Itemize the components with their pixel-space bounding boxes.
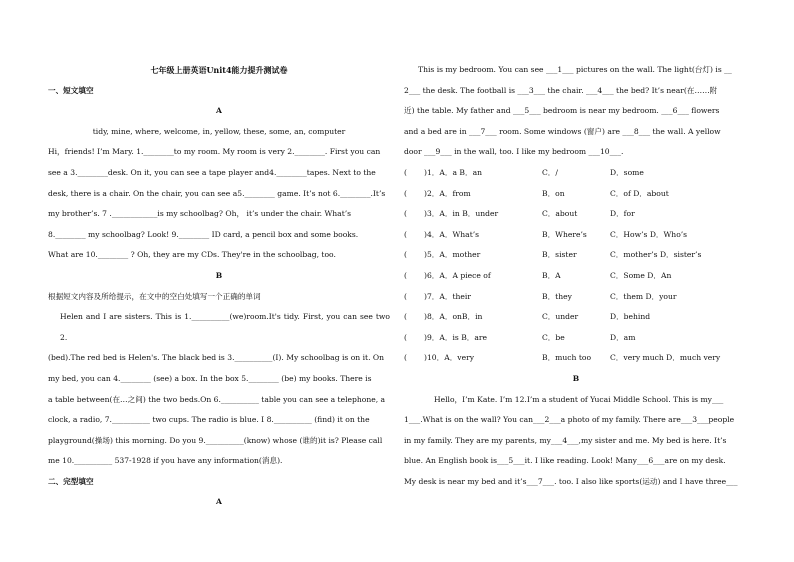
option-c: C．Some D．An — [610, 270, 672, 280]
answer-bracket[interactable]: ( — [404, 353, 407, 363]
answer-bracket[interactable]: ( — [404, 167, 407, 177]
part-b2-label: B — [572, 373, 580, 383]
passage-a — [48, 142, 390, 266]
option-a: )2．A．from — [424, 188, 471, 198]
option-c: D．some — [610, 167, 644, 177]
option-c: C．mother’s D．sister’s — [610, 250, 702, 260]
option-row — [404, 348, 748, 369]
passage-b2-line: in my family. They are my parents, my___4___,my sister and me. My bed is here. It’s — [404, 435, 727, 445]
option-c: C．of D．about — [610, 188, 669, 198]
option-a: )1．A．a B．an — [424, 167, 482, 177]
answer-bracket[interactable]: ( — [404, 332, 407, 342]
options-list — [404, 163, 748, 369]
answer-bracket[interactable]: ( — [404, 291, 407, 301]
option-b: B．Where’s — [542, 229, 587, 239]
passage-b2-line: 1___.What is on the wall? You can___2___a photo of my family. There are___3___people — [404, 415, 735, 425]
passage-b-line: my bed, you can 4.________ (see) a box. In the box 5.________ (be) my books. There is — [48, 373, 372, 383]
cloze-line: and a bed are in ___7___ room. Some windows (窗户) are ___8___ the wall. A yellow — [404, 126, 721, 136]
answer-bracket[interactable]: ( — [404, 209, 407, 219]
passage-b-line: clock, a radio, 7.__________ two cups. The radio is blue. I 8.__________ (find) it on the — [48, 415, 370, 425]
option-a: )8．A．onB．in — [424, 312, 483, 322]
option-b: B．they — [542, 291, 572, 301]
part-a-label: A — [216, 106, 222, 116]
cloze-line: This is my bedroom. You can see ___1___ pictures on the wall. The light(台灯) is __ — [418, 65, 732, 74]
passage-b — [48, 307, 390, 472]
option-row — [404, 163, 748, 184]
passage-a-line: Hi，friends! I’m Mary. 1.________to my room. My room is very 2.________. First you can — [48, 147, 381, 157]
passage-b-line: me 10.__________ 537-1928 if you have any information(消息). — [48, 456, 283, 466]
option-a: )9．A．is B．are — [424, 332, 488, 342]
passage-b2-line: Hello，I’m Kate. I’m 12.I’m a student of Yucai Middle School. This is my___ — [434, 394, 724, 404]
option-b: B．on — [542, 188, 565, 198]
answer-bracket[interactable]: ( — [404, 229, 407, 239]
option-c: C．them D．your — [610, 291, 677, 301]
answer-bracket[interactable]: ( — [404, 312, 407, 322]
option-c: C．very much D．much very — [610, 353, 721, 363]
option-row — [404, 266, 748, 287]
part-a2-label: A — [216, 497, 222, 507]
option-a: )7．A．their — [424, 291, 471, 301]
right-column — [404, 60, 748, 492]
option-row — [404, 204, 748, 225]
instruction-b: 根据短文内容及所给提示，在文中的空白处填写一个正确的单词 — [48, 291, 261, 301]
option-b: B．sister — [542, 250, 577, 260]
section1-heading: 一、短文填空 — [48, 85, 94, 95]
option-a: )3．A．in B．under — [424, 209, 499, 219]
option-c: D．for — [610, 209, 635, 219]
passage-a-line: 8.________ my schoolbag? Look! 9.________ ID card, a pencil box and some books. — [48, 229, 359, 239]
option-row — [404, 225, 748, 246]
option-a: )4．A．What’s — [424, 229, 480, 239]
left-column — [48, 60, 390, 513]
passage-b2 — [404, 390, 748, 493]
answer-bracket[interactable]: ( — [404, 188, 407, 198]
option-a: )5．A．mother — [424, 250, 481, 260]
passage-b2-line: My desk is near my bed and it’s___7___. too. I also like sports(运动) and I have three___ — [404, 476, 738, 486]
passage-b-line: Helen and I are sisters. This is 1.__________(we)room.It's tidy. First, you can see two 2. — [60, 312, 390, 342]
option-row — [404, 245, 748, 266]
cloze-passage — [404, 60, 748, 163]
passage-a-line: desk, there is a chair. On the chair, you can see a5.________ game. It’s not 6.________.It’s — [48, 188, 386, 198]
answer-bracket[interactable]: ( — [404, 250, 407, 260]
passage-b-line: a table between(在…之间) the two beds.On 6.__________ table you can see a telephone, a — [48, 394, 386, 404]
option-c: D．am — [610, 332, 636, 342]
option-a: )6．A．A piece of — [424, 270, 491, 280]
option-row — [404, 307, 748, 328]
passage-b-line: (bed).The red bed is Helen's. The black bed is 3.__________(I). My schoolbag is on it. On — [48, 353, 385, 363]
passage-a-line: my brother’s. 7 .____________is my schoolbag? Oh， it’s under the chair. What’s — [48, 209, 352, 219]
option-b: C．be — [542, 332, 565, 342]
option-c: C．How’s D．Who’s — [610, 229, 688, 239]
passage-b-line: playground(操场) this morning. Do you 9.__________(know) whose (谁的)it is? Please call — [48, 435, 383, 445]
option-b: B．much too — [542, 353, 592, 363]
word-box: tidy, mine, where, welcome, in, yellow, these, some, an, computer — [92, 126, 346, 136]
option-b: C．under — [542, 312, 579, 322]
option-row — [404, 287, 748, 308]
answer-bracket[interactable]: ( — [404, 270, 407, 280]
passage-a-line: see a 3.________desk. On it, you can see a tape player and4.________tapes. Next to the — [48, 167, 376, 177]
option-c: D．behind — [610, 312, 651, 322]
option-b: C．about — [542, 209, 578, 219]
passage-a-line: What are 10.________ ? Oh, they are my CDs. They're in the schoolbag, too. — [48, 250, 336, 260]
cloze-line: door ___9___ in the wall, too. I like my bedroom ___10___. — [404, 147, 624, 157]
option-b: B．A — [542, 270, 561, 280]
section2-heading: 二、完型填空 — [48, 476, 94, 486]
page-title: 七年级上册英语Unit4能力提升测试卷 — [150, 65, 288, 75]
option-a: )10．A．very — [424, 353, 475, 363]
option-b: C．/ — [542, 167, 558, 177]
option-row — [404, 184, 748, 205]
part-b-label: B — [215, 270, 223, 280]
passage-b2-line: blue. An English book is___5___it. I like reading. Look! Many___6___are on my desk. — [404, 456, 726, 466]
option-row — [404, 328, 748, 349]
cloze-line: 2___ the desk. The football is ___3___ the chair. ___4___ the bed? It’s near(在……附 — [404, 85, 718, 95]
cloze-line: 近) the table. My father and ___5___ bedroom is near my bedroom. ___6___ flowers — [404, 106, 720, 116]
